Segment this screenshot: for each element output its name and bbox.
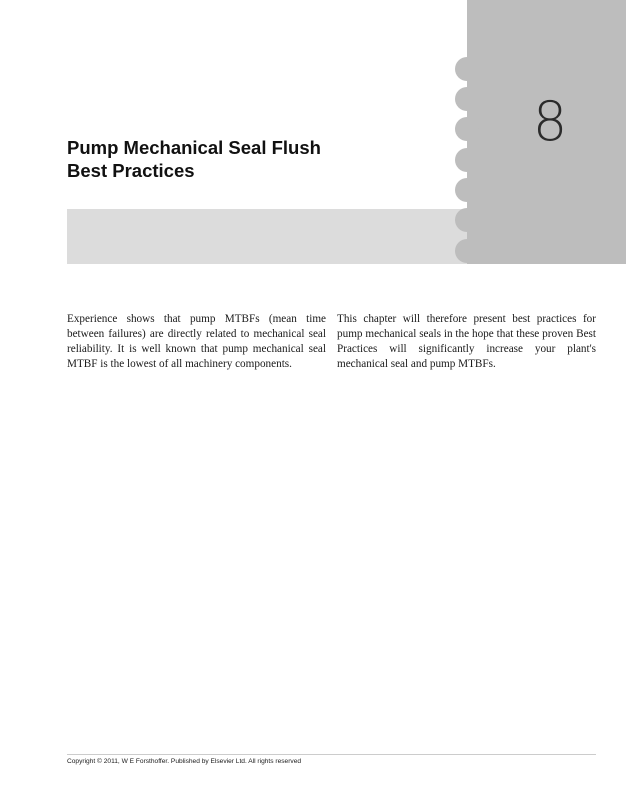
thumb-tab-circle bbox=[455, 208, 479, 232]
chapter-title-line-2: Best Practices bbox=[67, 160, 195, 181]
thumb-tab-circle bbox=[455, 57, 479, 81]
intro-paragraph-left: Experience shows that pump MTBFs (mean time between failures) are directly related to mechanical seal reliability. It is well known that pump mechanical seal MTBF is the lowest of all machinery components. bbox=[67, 313, 326, 370]
chapter-title-line-1: Pump Mechanical Seal Flush bbox=[67, 137, 321, 158]
title-band bbox=[67, 209, 467, 264]
thumb-tab-circle bbox=[455, 178, 479, 202]
thumb-tab-circle bbox=[455, 239, 479, 263]
copyright-notice: Copyright © 2011, W E Forsthoffer. Published by Elsevier Ltd. All rights reserved bbox=[67, 758, 302, 765]
chapter-title bbox=[67, 136, 447, 182]
intro-paragraph-right: This chapter will therefore present best practices for pump mechanical seals in the hope that these proven Best Practices will significantly increase your plant's mechanical seal and pump MTBFs. bbox=[337, 313, 596, 370]
thumb-tab-circle bbox=[455, 148, 479, 172]
chapter-number: 8 bbox=[532, 90, 568, 153]
footer-divider bbox=[67, 754, 596, 755]
